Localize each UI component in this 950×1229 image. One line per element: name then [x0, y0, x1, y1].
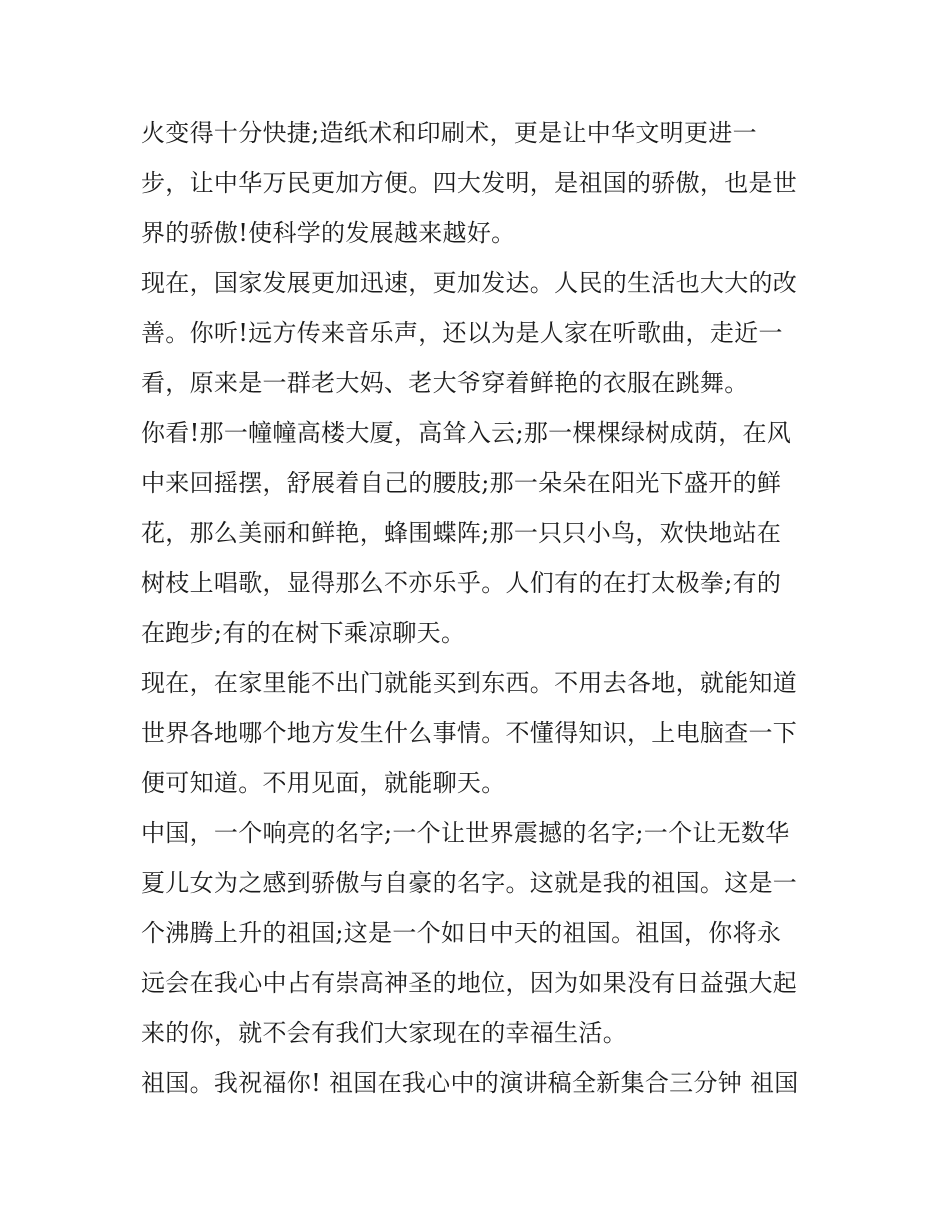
text-line: 远会在我心中占有崇高神圣的地位，因为如果没有日益强大起 — [141, 969, 798, 997]
text-line: 在跑步;有的在树下乘凉聊天。 — [141, 619, 466, 647]
text-line: 祖国。我祝福你! 祖国在我心中的演讲稿全新集合三分钟 祖国 — [141, 1069, 799, 1097]
text-line: 现在，国家发展更加迅速，更加发达。人民的生活也大大的改 — [141, 269, 798, 297]
text-line: 看，原来是一群老大妈、老大爷穿着鲜艳的衣服在跳舞。 — [141, 369, 749, 397]
text-line: 树枝上唱歌，显得那么不亦乐乎。人们有的在打太极拳;有的 — [141, 569, 782, 597]
text-line: 花，那么美丽和鲜艳，蜂围蝶阵;那一只只小鸟，欢快地站在 — [141, 519, 782, 547]
text-line: 现在，在家里能不出门就能买到东西。不用去各地，就能知道 — [141, 669, 798, 697]
text-line: 界的骄傲!使科学的发展越来越好。 — [141, 219, 516, 247]
text-line: 个沸腾上升的祖国;这是一个如日中天的祖国。祖国，你将永 — [141, 919, 782, 947]
text-line: 便可知道。不用见面，就能聊天。 — [141, 769, 506, 797]
document-body — [141, 108, 821, 1108]
text-line: 步，让中华万民更加方便。四大发明，是祖国的骄傲，也是世 — [141, 169, 798, 197]
text-line: 中来回摇摆，舒展着自己的腰肢;那一朵朵在阳光下盛开的鲜 — [141, 469, 782, 497]
text-line: 来的你，就不会有我们大家现在的幸福生活。 — [141, 1019, 627, 1047]
text-line: 夏儿女为之感到骄傲与自豪的名字。这就是我的祖国。这是一 — [141, 869, 798, 897]
text-line: 世界各地哪个地方发生什么事情。不懂得知识，上电脑查一下 — [141, 719, 798, 747]
text-line: 火变得十分快捷;造纸术和印刷术，更是让中华文明更进一 — [141, 119, 757, 147]
text-line: 中国，一个响亮的名字;一个让世界震撼的名字;一个让无数华 — [141, 819, 790, 847]
text-line: 善。你听!远方传来音乐声，还以为是人家在听歌曲，走近一 — [141, 319, 783, 347]
text-line: 你看!那一幢幢高楼大厦，高耸入云;那一棵棵绿树成荫，在风 — [141, 419, 792, 447]
